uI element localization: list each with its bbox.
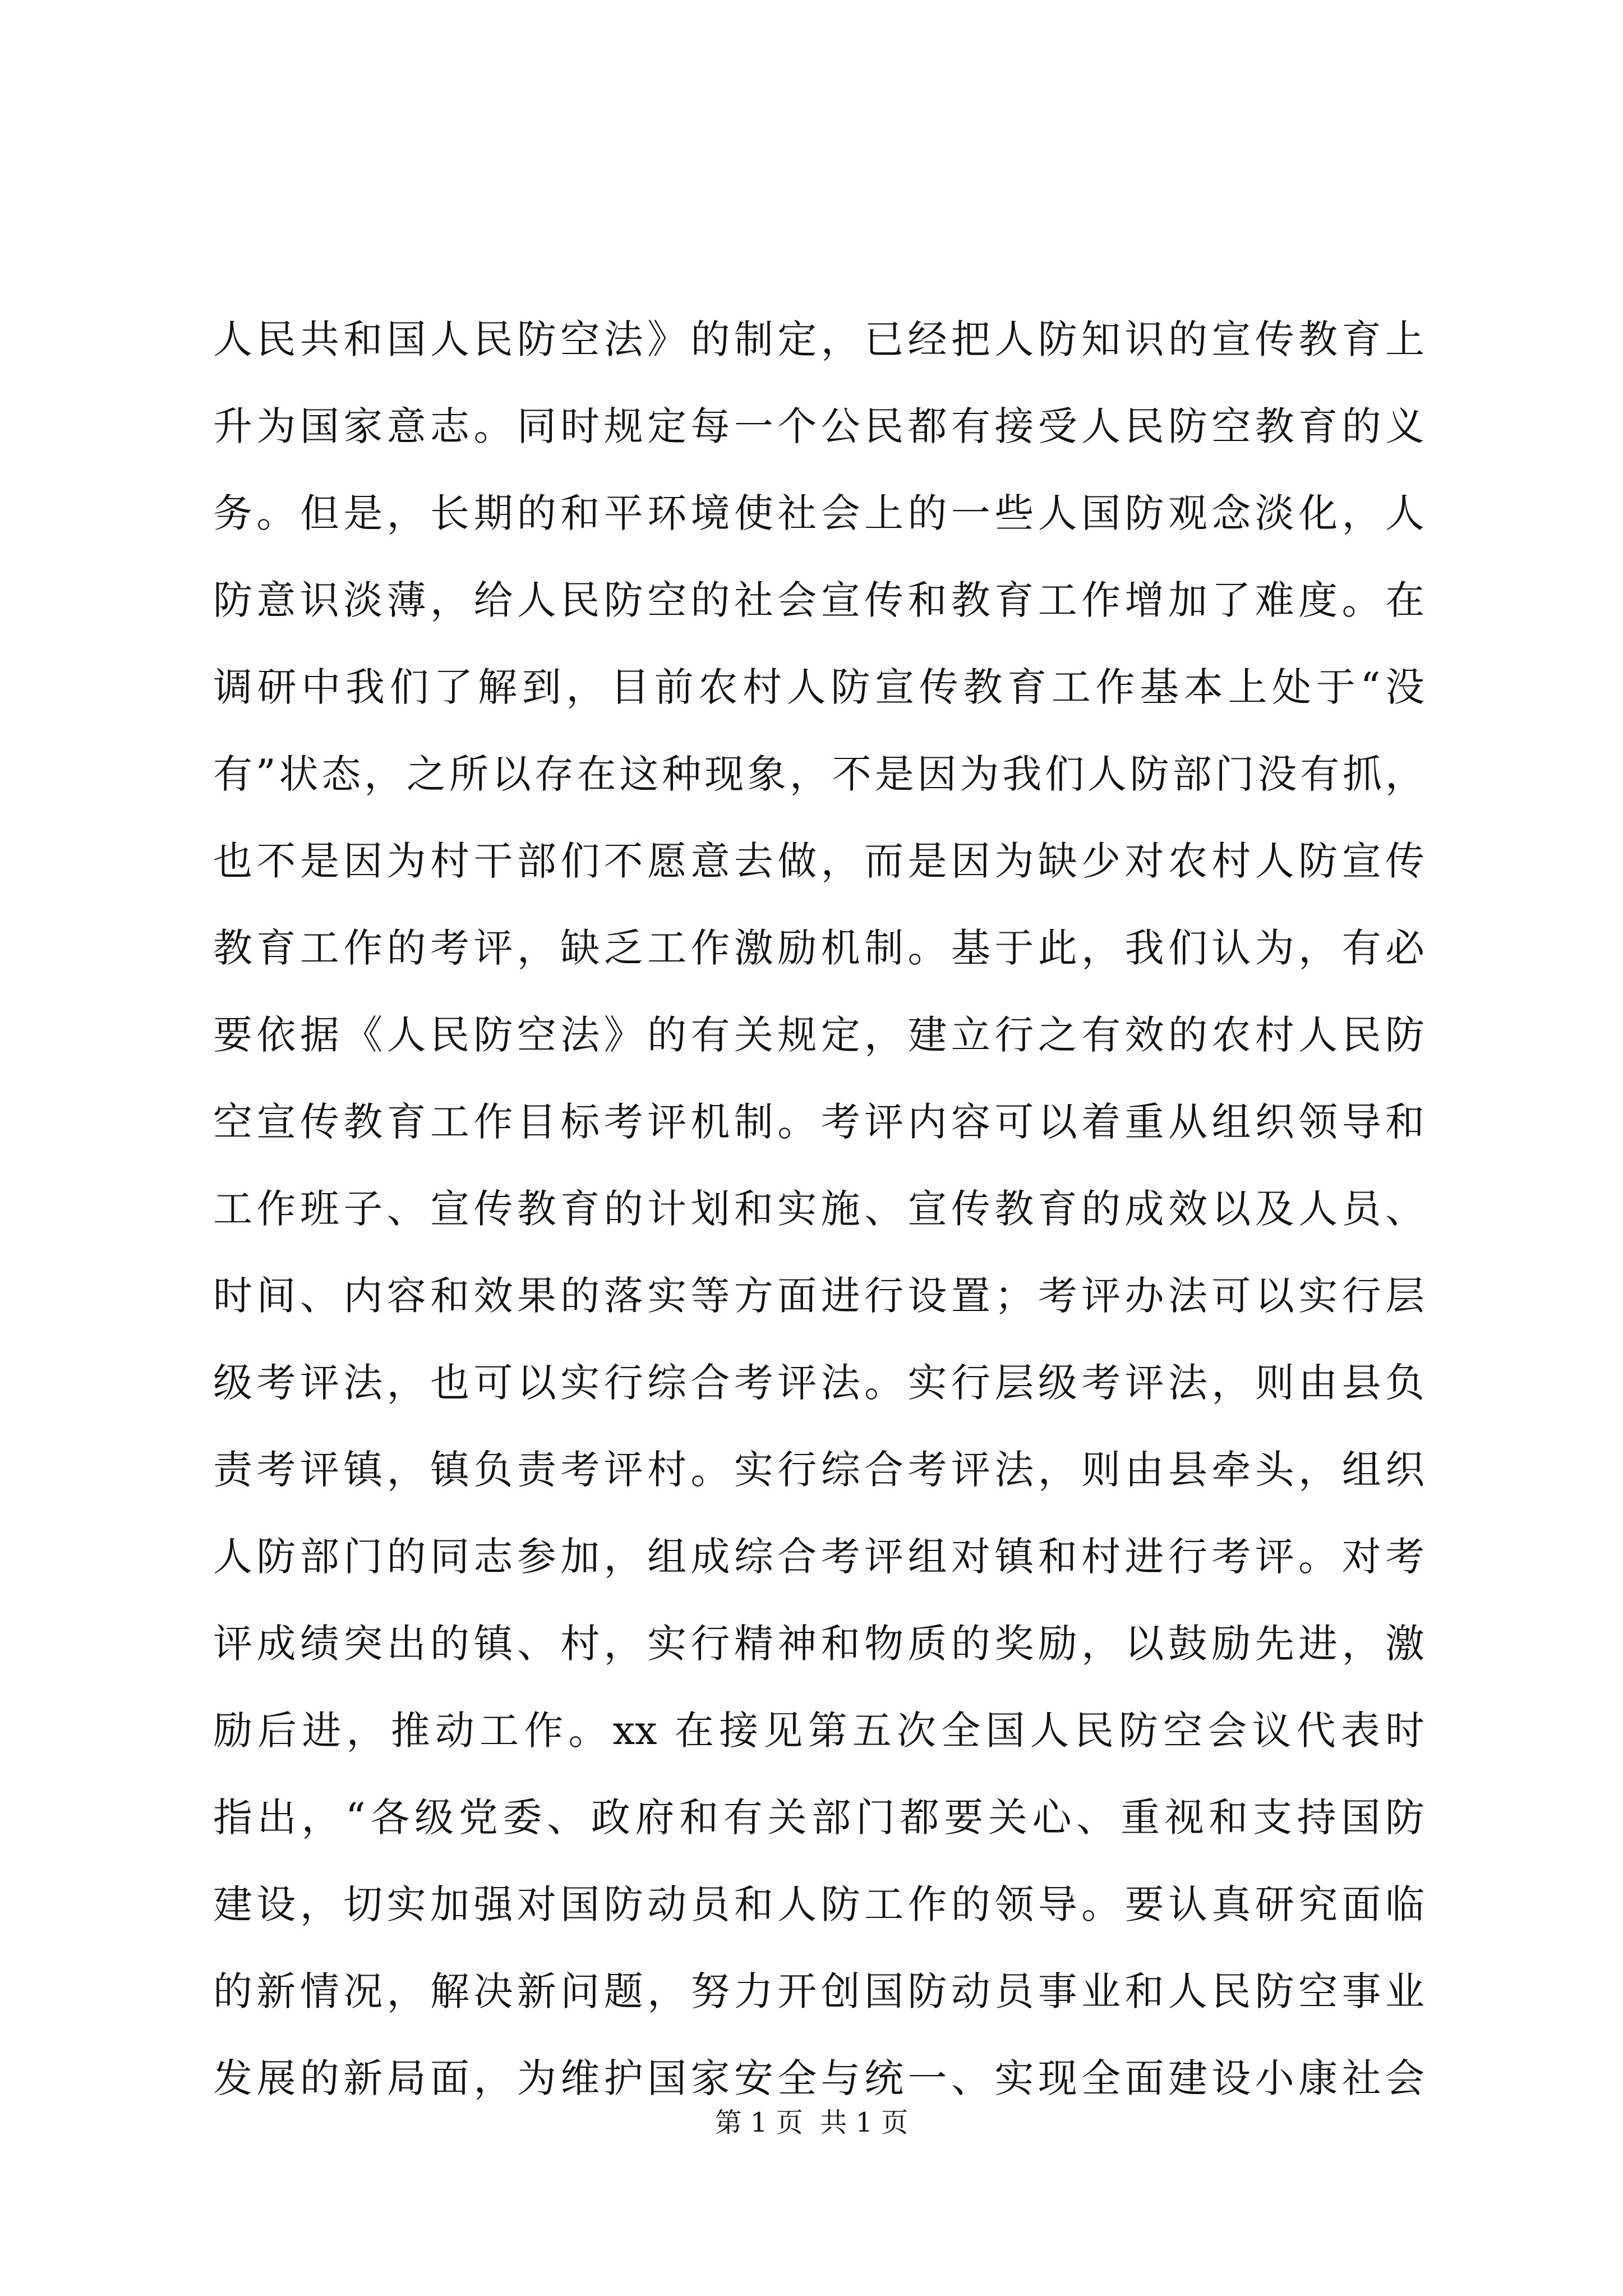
text-line: 发展的新局面，为维护国家安全与统一、实现全面建设小康社会 [213,2055,1424,2101]
text-line: 教育工作的考评，缺乏工作激励机制。基于此，我们认为，有必 [213,925,1424,971]
text-line: 的新情况，解决新问题，努力开创国防动员事业和人民防空事业 [213,1968,1424,2014]
text-line: 级考评法，也可以实行综合考评法。实行层级考评法，则由县负 [213,1360,1424,1406]
text-line: 升为国家意志。同时规定每一个公民都有接受人民防空教育的义 [213,403,1424,449]
text-line: 建设，切实加强对国防动员和人防工作的领导。要认真研究面临 [213,1881,1424,1927]
text-line: 空宣传教育工作目标考评机制。考评内容可以着重从组织领导和 [213,1099,1424,1145]
text-line: 要依据《人民防空法》的有关规定，建立行之有效的农村人民防 [213,1012,1424,1058]
text-line: 人民共和国人民防空法》的制定，已经把人防知识的宣传教育上 [213,316,1424,362]
text-line: 指出，“各级党委、政府和有关部门都要关心、重视和支持国防 [213,1795,1424,1841]
text-line: 防意识淡薄，给人民防空的社会宣传和教育工作增加了难度。在 [213,577,1424,623]
text-line: 时间、内容和效果的落实等方面进行设置；考评办法可以实行层 [213,1273,1424,1319]
text-line: 务。但是，长期的和平环境使社会上的一些人国防观念淡化，人 [213,490,1424,536]
page-number: 第 1 页 共 1 页 [714,2107,909,2138]
body-text [213,296,1424,2122]
text-line: 工作班子、宣传教育的计划和实施、宣传教育的成效以及人员、 [213,1186,1424,1232]
text-line: 人防部门的同志参加，组成综合考评组对镇和村进行考评。对考 [213,1534,1424,1580]
text-line: 有”状态，之所以存在这种现象，不是因为我们人防部门没有抓， [213,751,1424,797]
text-line: 也不是因为村干部们不愿意去做，而是因为缺少对农村人防宣传 [213,838,1424,884]
page-footer [0,2101,1623,2139]
text-line: 调研中我们了解到，目前农村人防宣传教育工作基本上处于“没 [213,664,1424,710]
text-line: 评成绩突出的镇、村，实行精神和物质的奖励，以鼓励先进，激 [213,1621,1424,1667]
text-line: 责考评镇，镇负责考评村。实行综合考评法，则由县牵头，组织 [213,1447,1424,1493]
text-line: 励后进，推动工作。xx 在接见第五次全国人民防空会议代表时 [213,1708,1424,1754]
